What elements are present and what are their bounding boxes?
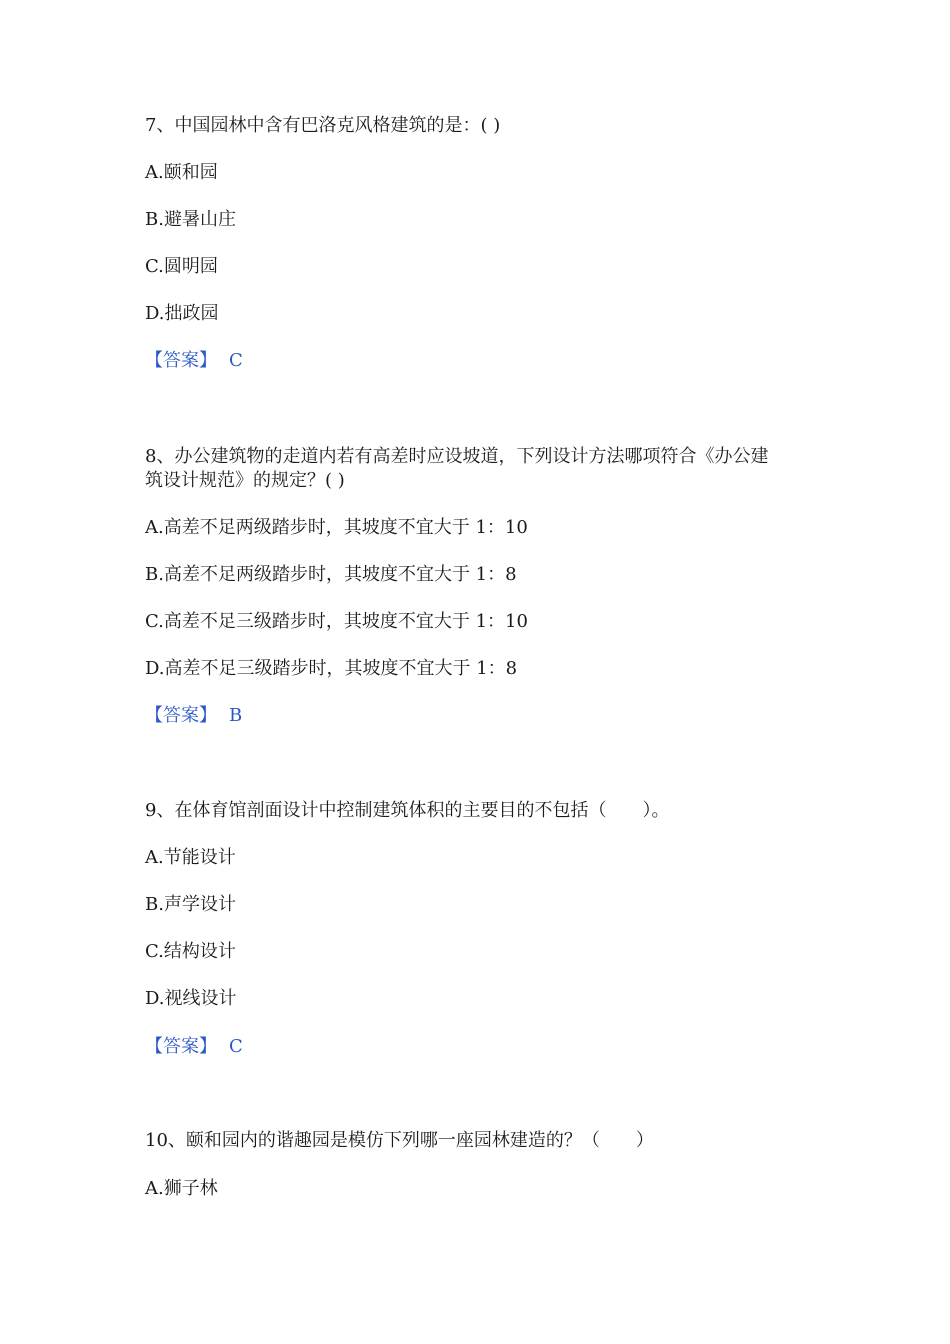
answer-label: 【答案】 bbox=[145, 705, 217, 726]
question-stem-line-1: 8、办公建筑物的走道内若有高差时应设坡道，下列设计方法哪项符合《办公建 bbox=[145, 446, 769, 467]
option-b: B.避暑山庄 bbox=[145, 209, 236, 230]
option-a: A.节能设计 bbox=[145, 847, 236, 868]
answer-label: 【答案】 bbox=[145, 350, 217, 371]
option-d: D.视线设计 bbox=[145, 988, 237, 1009]
answer-line bbox=[145, 1035, 243, 1059]
option-a: A.颐和园 bbox=[145, 162, 218, 183]
option-d: D.拙政园 bbox=[145, 303, 219, 324]
answer-line bbox=[145, 349, 243, 373]
answer-value: C bbox=[229, 350, 243, 371]
answer-value: B bbox=[229, 705, 243, 726]
option-b: B.高差不足两级踏步时，其坡度不宜大于 1：8 bbox=[145, 564, 517, 585]
question-stem: 9、在体育馆剖面设计中控制建筑体积的主要目的不包括（ ）。 bbox=[145, 800, 670, 821]
option-a: A.高差不足两级踏步时，其坡度不宜大于 1：10 bbox=[145, 517, 528, 538]
option-c: C.结构设计 bbox=[145, 941, 236, 962]
question-stem: 10、颐和园内的谐趣园是模仿下列哪一座园林建造的？（ ） bbox=[145, 1130, 654, 1151]
option-c: C.高差不足三级踏步时，其坡度不宜大于 1：10 bbox=[145, 611, 528, 632]
option-a: A.狮子林 bbox=[145, 1178, 218, 1199]
option-d: D.高差不足三级踏步时，其坡度不宜大于 1：8 bbox=[145, 658, 518, 679]
option-b: B.声学设计 bbox=[145, 894, 236, 915]
answer-value: C bbox=[229, 1036, 243, 1057]
option-c: C.圆明园 bbox=[145, 256, 218, 277]
question-stem: 7、中国园林中含有巴洛克风格建筑的是：( ) bbox=[145, 115, 501, 136]
answer-label: 【答案】 bbox=[145, 1036, 217, 1057]
answer-line bbox=[145, 704, 242, 728]
question-stem-line-2: 筑设计规范》的规定？( ) bbox=[145, 470, 345, 491]
